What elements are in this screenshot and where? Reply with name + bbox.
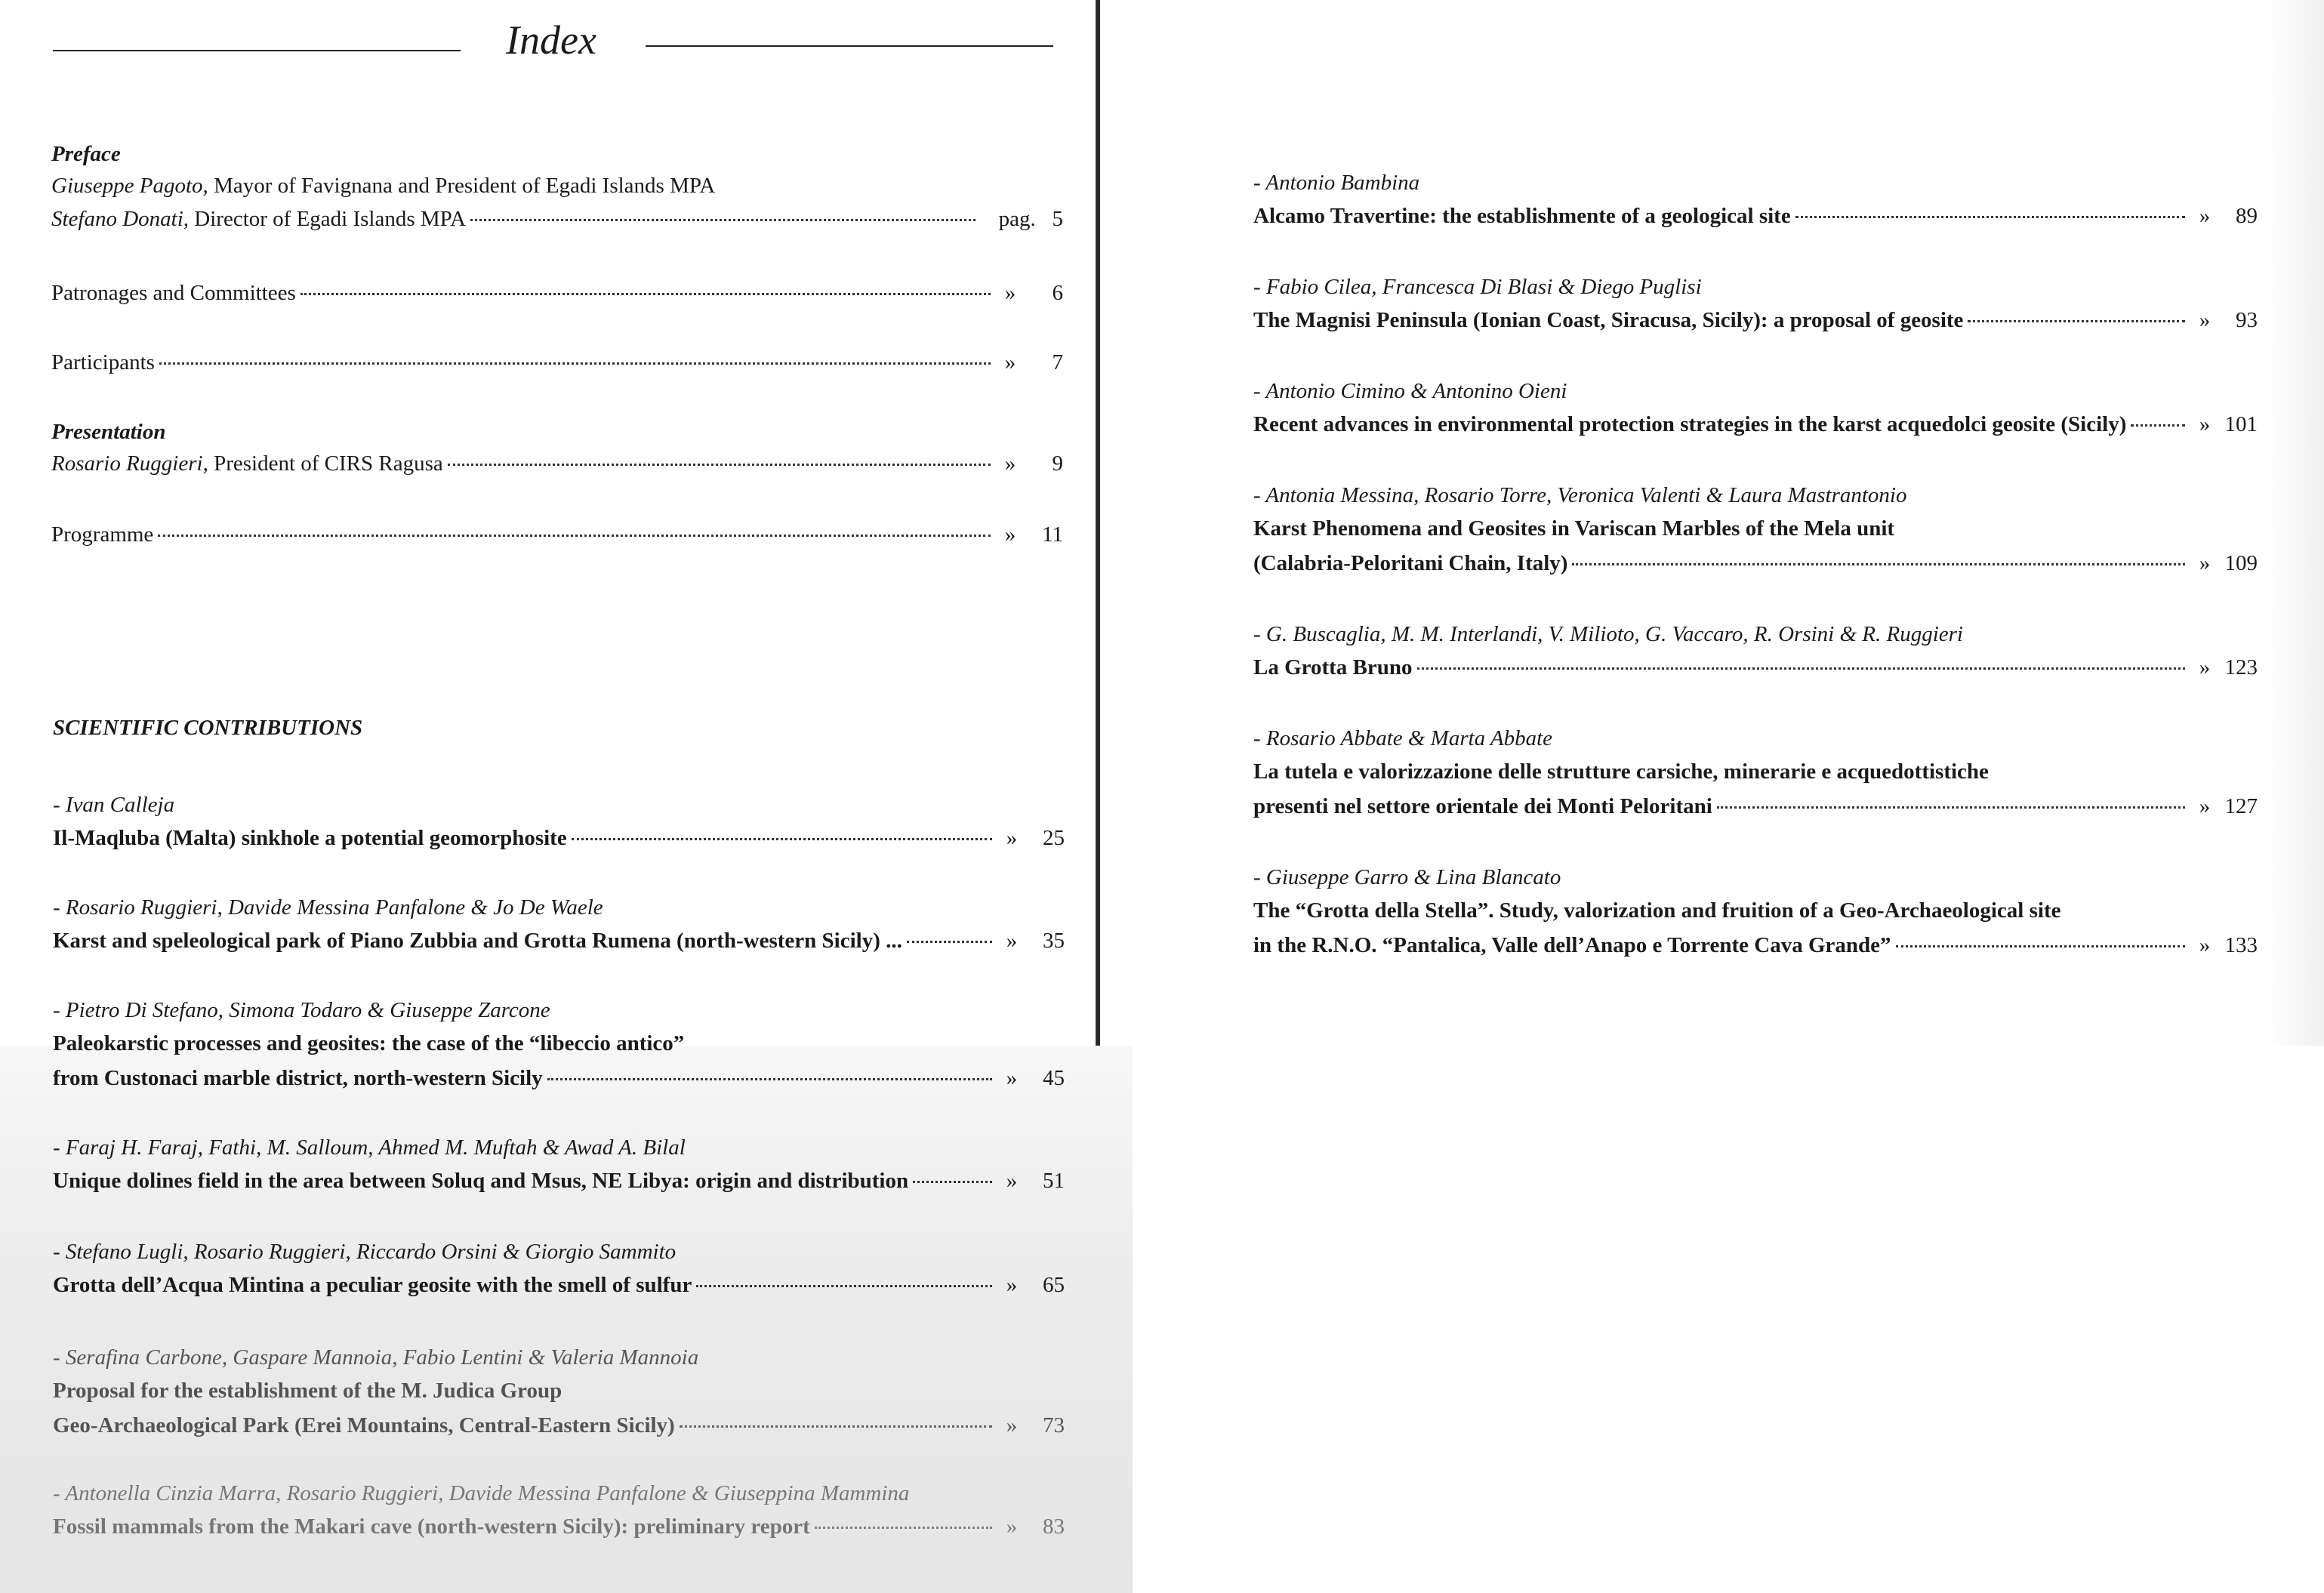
page-edge-shadow	[2265, 0, 2324, 1046]
page-number: 11	[1042, 522, 1063, 547]
dot-leader	[1968, 320, 2185, 322]
ditto-mark: »	[1006, 929, 1018, 953]
preface-heading: Preface	[51, 142, 121, 166]
dot-leader	[1795, 216, 2185, 218]
entry-authors: - Antonio Cimino & Antonino Oieni	[1253, 379, 1567, 403]
scientific-heading: SCIENTIFIC CONTRIBUTIONS	[53, 716, 363, 740]
toc-entry-contribution[interactable]	[1253, 204, 2258, 229]
ditto-mark: »	[1004, 522, 1016, 547]
toc-entry-contribution[interactable]	[1253, 655, 2258, 680]
dot-leader	[913, 1181, 992, 1183]
dot-leader	[907, 941, 992, 943]
entry-title: (Calabria-Peloritani Chain, Italy)	[1253, 551, 1568, 575]
toc-entry-contribution[interactable]	[1253, 412, 2258, 437]
ditto-mark: »	[2199, 412, 2211, 436]
toc-entry-contribution[interactable]	[1253, 933, 2258, 958]
ditto-mark: »	[1006, 826, 1018, 850]
dot-leader	[815, 1527, 992, 1529]
toc-entry-contribution[interactable]	[1253, 794, 2258, 819]
entry-authors: - Antonia Messina, Rosario Torre, Veronica Valenti & Laura Mastrantonio	[1253, 483, 1907, 507]
entry-title-line: The “Grotta della Stella”. Study, valorization and fruition of a Geo-Archaeological site	[1253, 898, 2061, 923]
entry-authors: - Faraj H. Faraj, Fathi, M. Salloum, Ahmed M. Muftah & Awad A. Bilal	[53, 1135, 686, 1160]
toc-entry-contribution[interactable]	[53, 1169, 1065, 1194]
entry-title: Fossil mammals from the Makari cave (north-western Sicily): preliminary report	[53, 1514, 810, 1539]
toc-entry-preface[interactable]	[51, 207, 1063, 232]
dot-leader	[159, 362, 991, 365]
ditto-mark: »	[2199, 794, 2211, 818]
page-number: 9	[1052, 451, 1063, 476]
page-number: 35	[1043, 929, 1065, 953]
ditto-mark: »	[2199, 204, 2211, 228]
page-number: 93	[2236, 308, 2258, 332]
dot-leader	[1896, 945, 2185, 947]
entry-authors: - Fabio Cilea, Francesca Di Blasi & Diego Puglisi	[1253, 275, 1702, 299]
toc-entry-participants[interactable]	[51, 350, 1063, 375]
ditto-mark: »	[1006, 1169, 1018, 1193]
dot-leader	[470, 219, 976, 221]
page-number: 127	[2224, 794, 2258, 818]
toc-entry-presentation[interactable]	[51, 451, 1063, 476]
ditto-mark: »	[2199, 308, 2211, 332]
ditto-mark: »	[1006, 1514, 1018, 1539]
entry-authors: - Stefano Lugli, Rosario Ruggieri, Riccardo Orsini & Giorgio Sammito	[53, 1240, 677, 1264]
entry-authors: - G. Buscaglia, M. M. Interlandi, V. Milioto, G. Vaccaro, R. Orsini & R. Ruggieri	[1253, 622, 1963, 646]
preface-role-2: Director of Egadi Islands MPA	[189, 207, 467, 231]
entry-authors: - Rosario Abbate & Marta Abbate	[1253, 726, 1553, 750]
page-number: 83	[1043, 1514, 1065, 1539]
book-spine	[1096, 0, 1100, 1046]
page-number: 133	[2224, 933, 2258, 957]
dot-leader	[1417, 667, 2185, 670]
entry-title: in the R.N.O. “Pantalica, Valle dell’Anapo e Torrente Cava Grande”	[1253, 933, 1891, 957]
toc-entry-contribution[interactable]	[1253, 308, 2258, 333]
presentation-author: Rosario Ruggieri,	[51, 451, 208, 476]
presentation-heading: Presentation	[51, 420, 166, 444]
dot-leader	[1572, 563, 2185, 565]
entry-title: Geo-Archaeological Park (Erei Mountains, Central-Eastern Sicily)	[53, 1413, 675, 1437]
entry-text: Programme	[51, 522, 154, 547]
entry-title: La Grotta Bruno	[1253, 655, 1413, 679]
ditto-mark: »	[1006, 1273, 1018, 1297]
entry-text: Patronages and Committees	[51, 281, 296, 305]
entry-title: Alcamo Travertine: the establishmente of a geological site	[1253, 204, 1791, 228]
ditto-mark: »	[1004, 350, 1016, 374]
toc-entry-contribution[interactable]	[53, 929, 1065, 954]
page-number: 123	[2224, 655, 2258, 679]
dot-leader	[2131, 424, 2185, 427]
entry-title: Karst and speleological park of Piano Zubbia and Grotta Rumena (north-western Sicily) ...	[53, 929, 902, 953]
toc-entry-programme[interactable]	[51, 522, 1063, 547]
entry-authors: - Antonella Cinzia Marra, Rosario Ruggieri, Davide Messina Panfalone & Giuseppina Mammina	[53, 1481, 910, 1505]
toc-entry-contribution[interactable]	[53, 1273, 1065, 1298]
preface-line-1	[51, 174, 715, 199]
toc-entry-contribution[interactable]	[53, 1066, 1065, 1091]
toc-entry-patronages[interactable]	[51, 281, 1063, 306]
entry-authors: - Pietro Di Stefano, Simona Todaro & Giuseppe Zarcone	[53, 998, 550, 1022]
entry-title: Unique dolines field in the area between Soluq and Msus, NE Libya: origin and distribution	[53, 1169, 909, 1193]
entry-title-line: Proposal for the establishment of the M. Judica Group	[53, 1379, 563, 1403]
ditto-mark: »	[1006, 1066, 1018, 1090]
entry-authors: - Giuseppe Garro & Lina Blancato	[1253, 865, 1561, 889]
entry-text: Participants	[51, 350, 155, 374]
header-rule-left	[53, 50, 461, 51]
entry-title: presenti nel settore orientale dei Monti Peloritani	[1253, 794, 1712, 818]
entry-title-line: La tutela e valorizzazione delle strutture carsiche, minerarie e acquedottistiche	[1253, 760, 1989, 784]
page-title: Index	[506, 17, 596, 63]
dot-leader	[448, 464, 991, 466]
entry-title: Il-Maqluba (Malta) sinkhole a potential geomorphosite	[53, 826, 567, 850]
preface-role-1: Mayor of Favignana and President of Egadi Islands MPA	[208, 174, 716, 198]
toc-entry-contribution[interactable]	[53, 1413, 1065, 1438]
entry-title: The Magnisi Peninsula (Ionian Coast, Siracusa, Sicily): a proposal of geosite	[1253, 308, 1964, 332]
entry-authors: - Antonio Bambina	[1253, 171, 1420, 195]
dot-leader	[572, 838, 992, 840]
entry-title-line: Paleokarstic processes and geosites: the case of the “libeccio antico”	[53, 1031, 685, 1055]
page-shadow	[0, 1046, 1133, 1593]
toc-entry-contribution[interactable]	[53, 1514, 1065, 1539]
entry-authors: - Ivan Calleja	[53, 793, 175, 817]
page-number: 109	[2224, 551, 2258, 575]
dot-leader	[547, 1078, 992, 1080]
entry-title: from Custonaci marble district, north-western Sicily	[53, 1066, 543, 1090]
ditto-mark: »	[1004, 451, 1016, 476]
page-number: 101	[2224, 412, 2258, 436]
presentation-role: President of CIRS Ragusa	[208, 451, 443, 476]
page-number: 6	[1052, 281, 1063, 305]
page-label: pag.	[998, 207, 1036, 231]
ditto-mark: »	[2199, 655, 2211, 679]
entry-title: Grotta dell’Acqua Mintina a peculiar geosite with the smell of sulfur	[53, 1273, 692, 1297]
ditto-mark: »	[2199, 933, 2211, 957]
dot-leader	[1717, 806, 2185, 809]
ditto-mark: »	[1004, 281, 1016, 305]
dot-leader	[158, 535, 991, 537]
entry-authors: - Rosario Ruggieri, Davide Messina Panfalone & Jo De Waele	[53, 895, 603, 920]
page-number: 45	[1043, 1066, 1065, 1090]
ditto-mark: »	[2199, 551, 2211, 575]
page-number: 7	[1052, 350, 1063, 374]
toc-entry-contribution[interactable]	[53, 826, 1065, 851]
toc-entry-contribution[interactable]	[1253, 551, 2258, 576]
dot-leader	[696, 1285, 992, 1287]
preface-author-1: Giuseppe Pagoto,	[51, 174, 208, 198]
page-number: 5	[1052, 207, 1063, 231]
page-number: 25	[1043, 826, 1065, 850]
page-number: 89	[2236, 204, 2258, 228]
preface-author-2: Stefano Donati,	[51, 207, 190, 231]
page-number: 65	[1043, 1273, 1065, 1297]
page-number: 51	[1043, 1169, 1065, 1193]
header-rule-right	[646, 45, 1053, 47]
dot-leader	[301, 293, 991, 295]
entry-authors: - Serafina Carbone, Gaspare Mannoia, Fabio Lentini & Valeria Mannoia	[53, 1345, 699, 1370]
dot-leader	[680, 1425, 992, 1428]
entry-title-line: Karst Phenomena and Geosites in Variscan Marbles of the Mela unit	[1253, 516, 1895, 541]
ditto-mark: »	[1006, 1413, 1018, 1437]
entry-title: Recent advances in environmental protection strategies in the karst acquedolci geosite (Sicily)	[1253, 412, 2127, 436]
page-number: 73	[1043, 1413, 1065, 1437]
